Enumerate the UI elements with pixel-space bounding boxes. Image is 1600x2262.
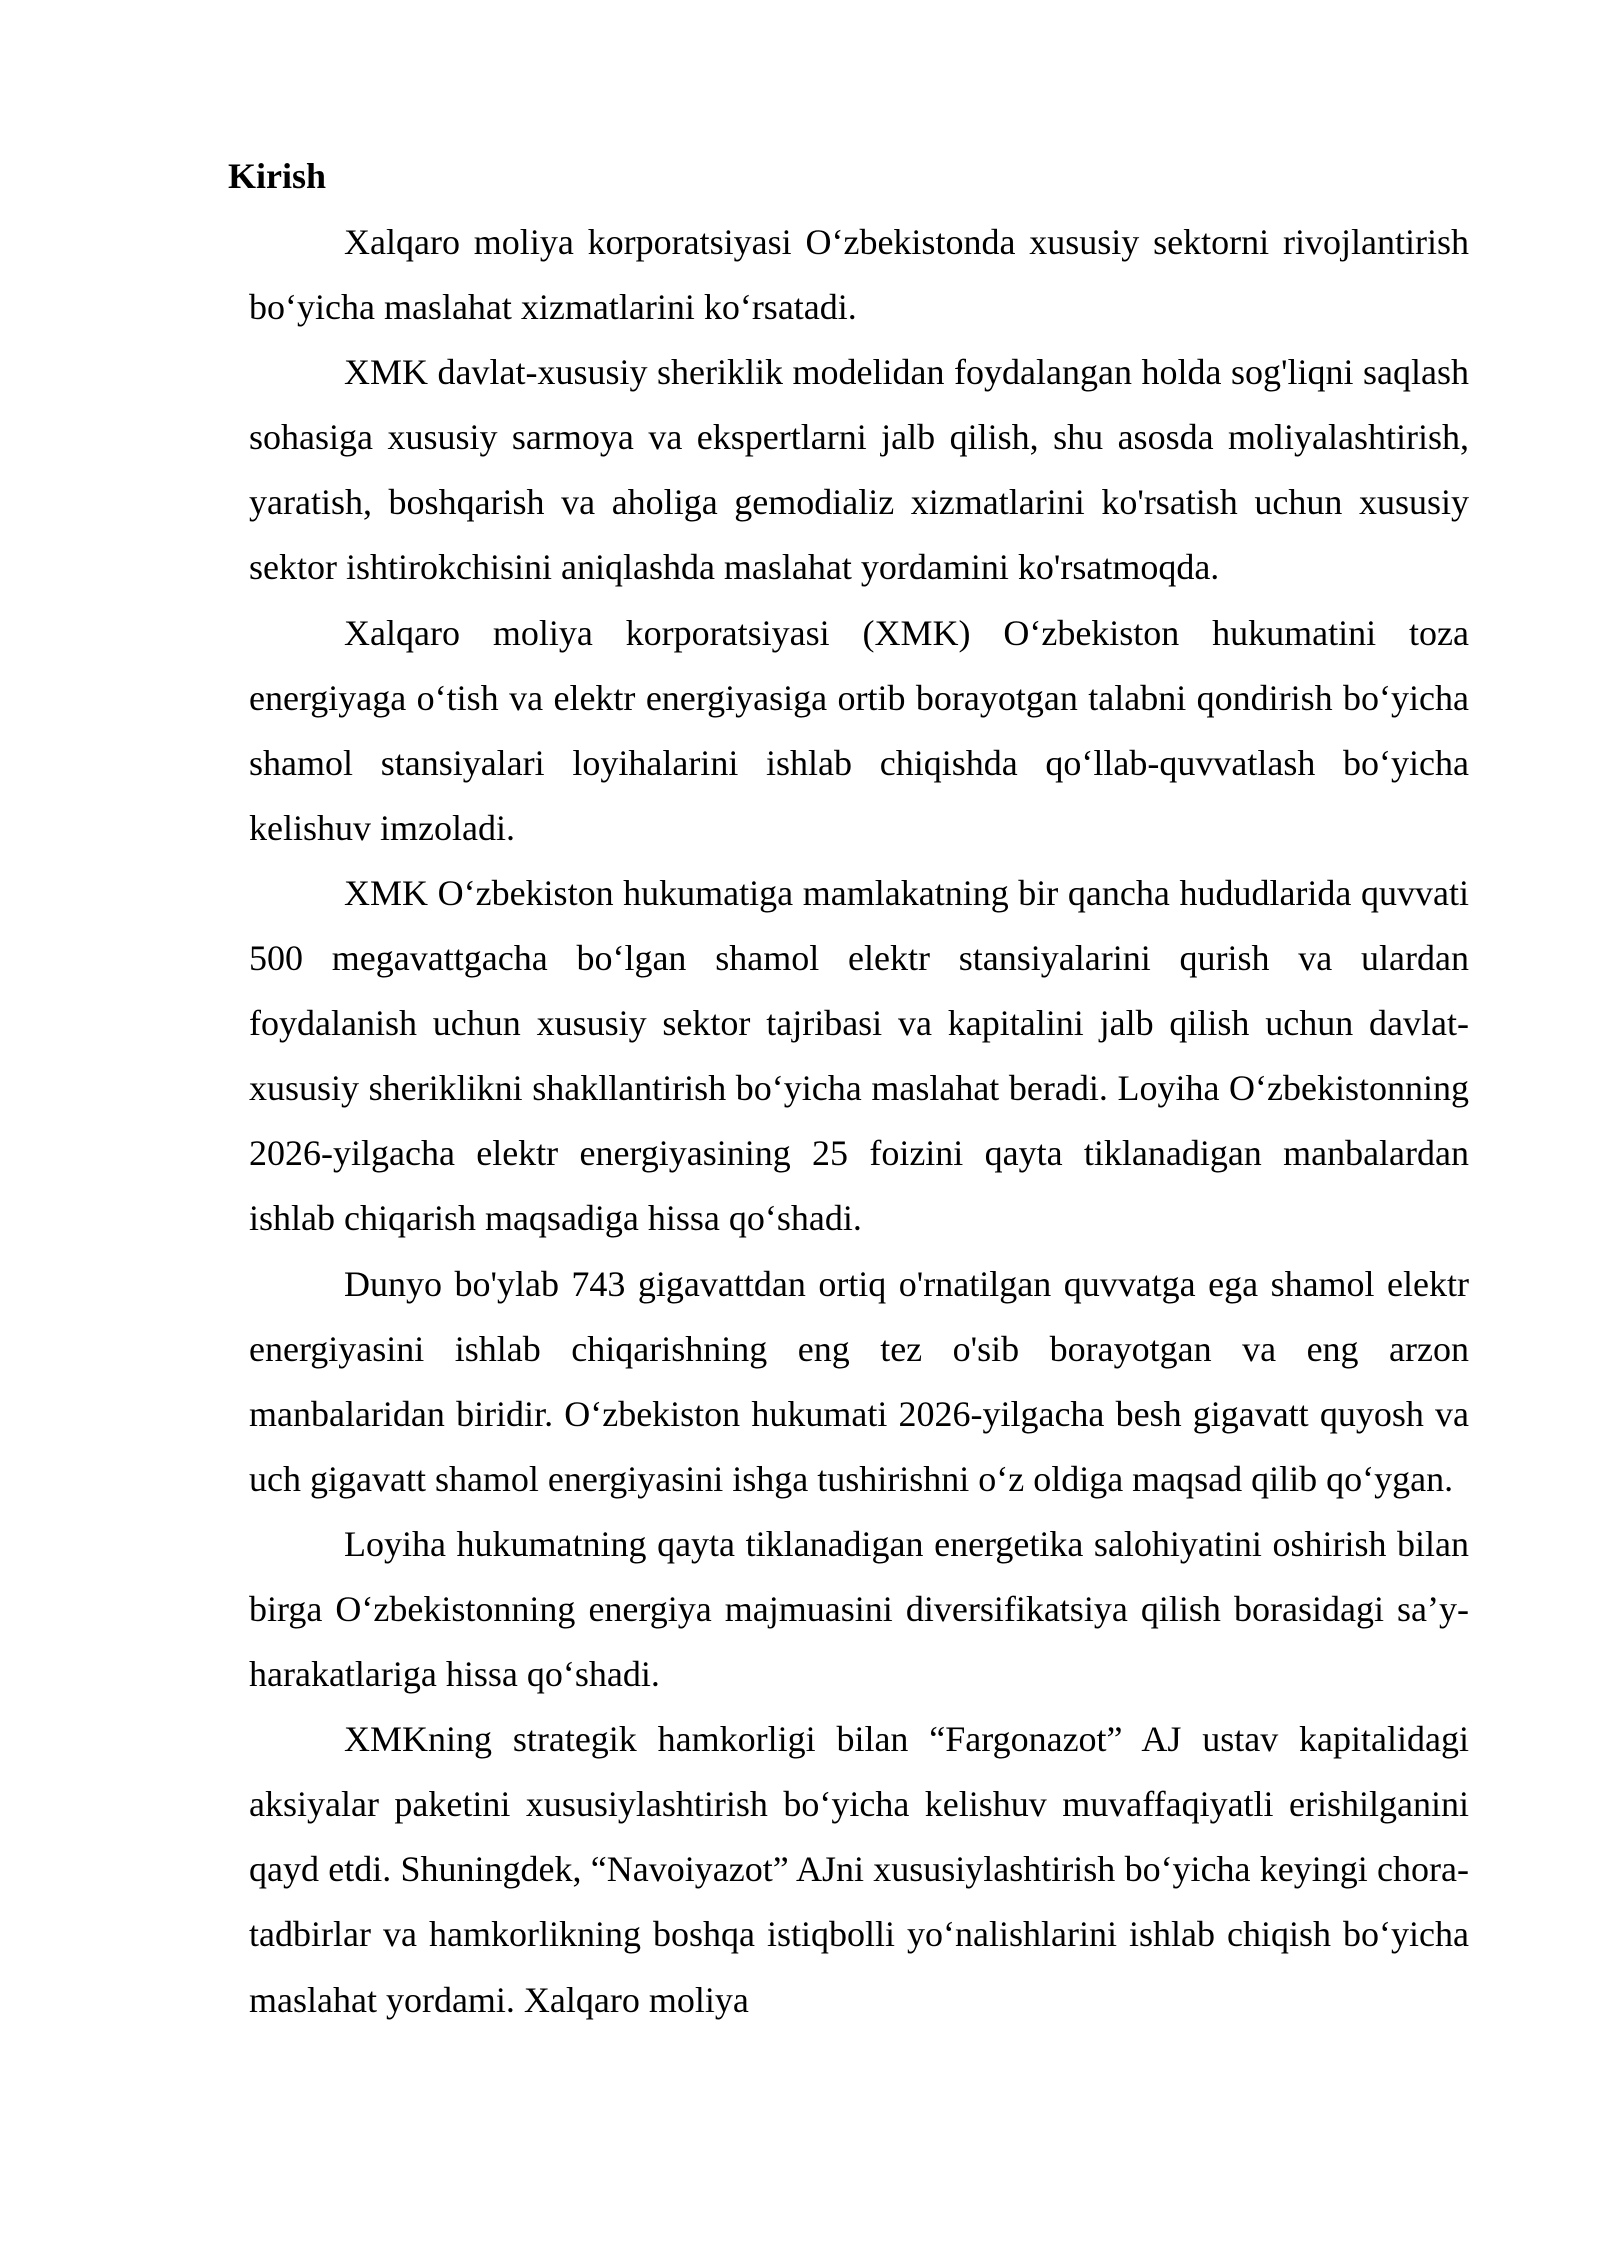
paragraph: Loyiha hukumatning qayta tiklanadigan energetika salohiyatini oshirish bilan birga O‘zbekistonning energiya majmuasini diversifikatsiya qilish borasidagi sa’y-harakatlariga hissa qo‘shadi. bbox=[249, 1523, 1469, 1695]
paragraph: XMKning strategik hamkorligi bilan “Fargonazot” AJ ustav kapitalidagi aksiyalar paketini xususiylashtirish bo‘yicha kelishuv muvaffaqiyatli erishilganini qayd etdi. Shuningdek, “Navoiyazot” AJni xususiylashtirish bo‘yicha keyingi chora-tadbirlar va hamkorlikning boshqa istiqbolli yo‘nalishlarini ishlab chiqish bo‘yicha maslahat yordami. Xalqaro moliya bbox=[249, 1719, 1469, 2020]
section-heading: Kirish bbox=[228, 156, 327, 196]
paragraph: Xalqaro moliya korporatsiyasi (XMK) O‘zbekiston hukumatini toza energiyaga o‘tish va elektr energiyasiga ortib borayotgan talabni qondirish bo‘yicha shamol stansiyalari loyihalarini ishlab chiqishda qo‘llab-quvvatlash bo‘yicha kelishuv imzoladi. bbox=[249, 612, 1469, 848]
document-body bbox=[249, 210, 1469, 2033]
paragraph: Xalqaro moliya korporatsiyasi O‘zbekistonda xususiy sektorni rivojlantirish bo‘yicha maslahat xizmatlarini ko‘rsatadi. bbox=[249, 222, 1469, 328]
paragraph: XMK O‘zbekiston hukumatiga mamlakatning bir qancha hududlarida quvvati 500 megavattgacha bo‘lgan shamol elektr stansiyalarini qurish va ulardan foydalanish uchun xususiy sektor tajribasi va kapitalini jalb qilish uchun davlat-xususiy sheriklikni shakllantirish bo‘yicha maslahat beradi. Loyiha O‘zbekistonning 2026-yilgacha elektr energiyasining 25 foizini qayta tiklanadigan manbalardan ishlab chiqarish maqsadiga hissa qo‘shadi. bbox=[249, 872, 1469, 1239]
paragraph: XMK davlat-xususiy sheriklik modelidan foydalangan holda sog'liqni saqlash sohasiga xususiy sarmoya va ekspertlarni jalb qilish, shu asosda moliyalashtirish, yaratish, boshqarish va aholiga gemodializ xizmatlarini ko'rsatish uchun xususiy sektor ishtirokchisini aniqlashda maslahat yordamini ko'rsatmoqda. bbox=[249, 352, 1469, 588]
paragraph: Dunyo bo'ylab 743 gigavattdan ortiq o'rnatilgan quvvatga ega shamol elektr energiyasini ishlab chiqarishning eng tez o'sib borayotgan va eng arzon manbalaridan biridir. O‘zbekiston hukumati 2026-yilgacha besh gigavatt quyosh va uch gigavatt shamol energiyasini ishga tushirishni o‘z oldiga maqsad qilib qo‘ygan. bbox=[249, 1263, 1469, 1499]
